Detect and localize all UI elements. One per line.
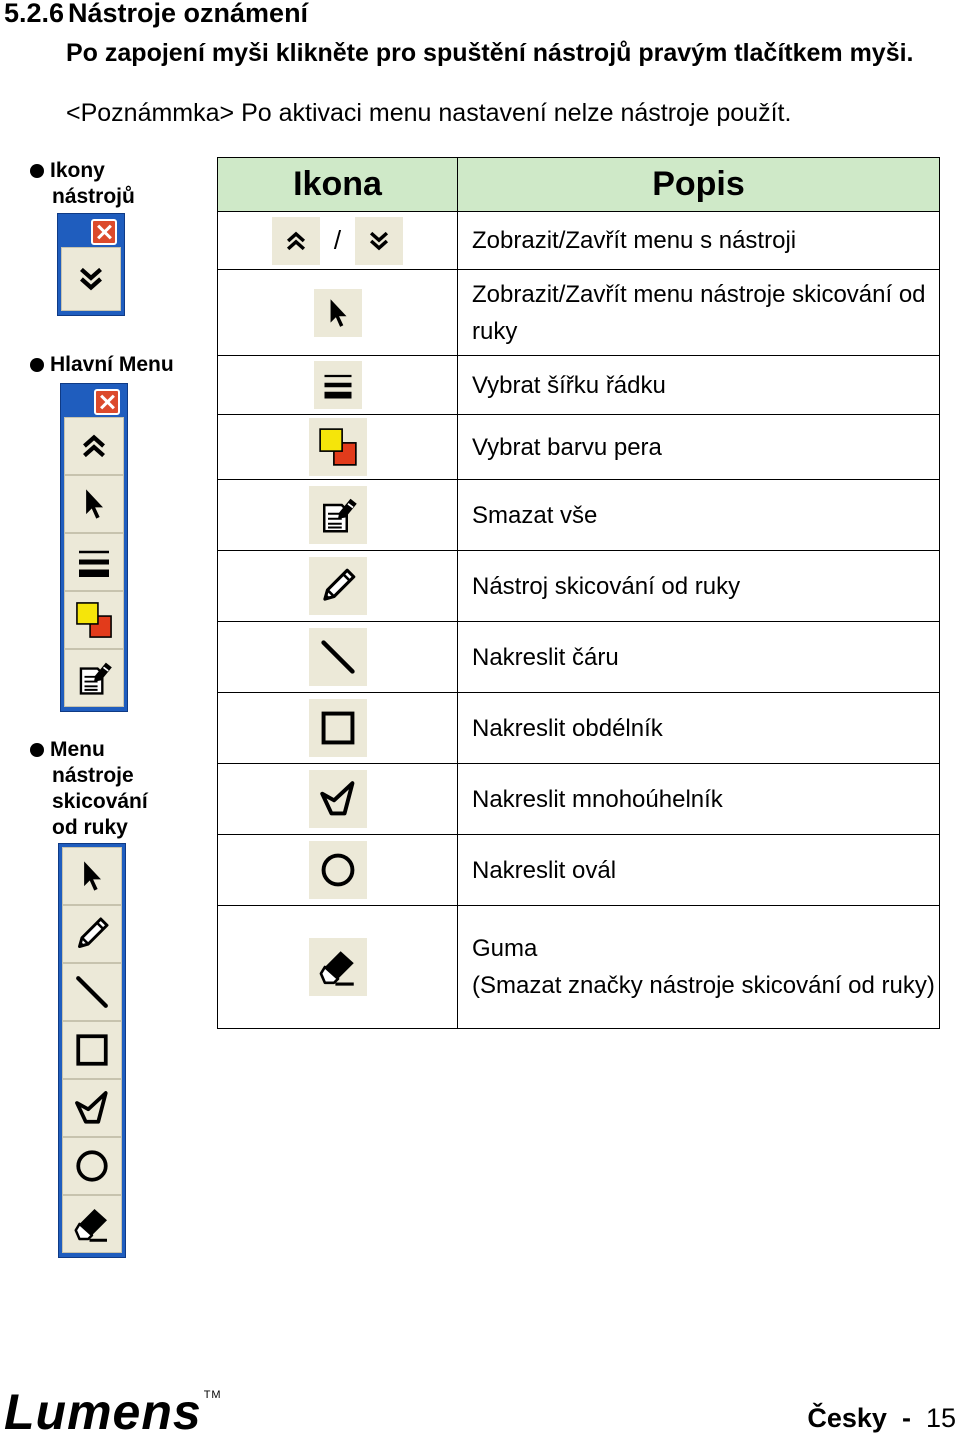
description-cell: Vybrat barvu pera bbox=[458, 415, 940, 480]
brand-logo bbox=[4, 1383, 222, 1438]
footer-language: Česky bbox=[807, 1403, 887, 1433]
description-cell: Nástroj skicování od ruky bbox=[458, 551, 940, 622]
description-line: Guma bbox=[472, 935, 538, 962]
bullet-label: nástrojů bbox=[52, 185, 135, 208]
bullet-tool-icons bbox=[50, 158, 135, 210]
icon-cell bbox=[218, 551, 458, 622]
bullet-label: skicování bbox=[52, 790, 148, 813]
table-row bbox=[218, 693, 940, 764]
bullet-label: Menu bbox=[50, 738, 105, 761]
close-icon bbox=[94, 389, 120, 415]
icon-cell bbox=[218, 270, 458, 356]
pen-color-icon bbox=[73, 599, 115, 641]
note-text: <Poznámmka> Po aktivaci menu nastavení nelze nástroje použít. bbox=[66, 99, 792, 127]
description-cell: Zobrazit/Zavřít menu nástroje skicování od ruky bbox=[458, 270, 940, 356]
line-icon bbox=[72, 972, 112, 1012]
icon-cell bbox=[218, 906, 458, 1029]
rectangle-icon bbox=[309, 699, 367, 757]
ellipse-icon bbox=[72, 1146, 112, 1186]
pen-color-icon bbox=[309, 418, 367, 476]
bullet-dot bbox=[30, 164, 44, 178]
ellipse-button[interactable] bbox=[62, 1137, 122, 1195]
table-row bbox=[218, 906, 940, 1029]
slash-separator: / bbox=[333, 225, 342, 255]
description-cell: Nakreslit obdélník bbox=[458, 693, 940, 764]
line-icon bbox=[309, 628, 367, 686]
line-width-button[interactable] bbox=[64, 533, 124, 591]
clear-all-button[interactable] bbox=[64, 649, 124, 707]
icon-cell bbox=[218, 356, 458, 415]
clear-all-icon bbox=[309, 486, 367, 544]
table-row bbox=[218, 415, 940, 480]
header-icon: Ikona bbox=[218, 158, 458, 212]
pen-color-button[interactable] bbox=[64, 591, 124, 649]
cursor-icon bbox=[74, 858, 110, 894]
icon-cell bbox=[218, 622, 458, 693]
polygon-button[interactable] bbox=[62, 1079, 122, 1137]
table-header-row bbox=[218, 158, 940, 212]
table-row bbox=[218, 622, 940, 693]
table-row bbox=[218, 212, 940, 270]
close-button[interactable] bbox=[61, 217, 121, 247]
freehand-toolbar bbox=[58, 843, 126, 1258]
trademark: TM bbox=[203, 1389, 222, 1401]
clear-all-icon bbox=[75, 659, 113, 697]
section-heading bbox=[4, 0, 308, 29]
expand-toolbar-button[interactable] bbox=[61, 247, 121, 311]
main-menu-toolbar bbox=[60, 383, 128, 712]
page-footer bbox=[807, 1403, 956, 1434]
header-description: Popis bbox=[458, 158, 940, 212]
footer-separator: - bbox=[901, 1403, 911, 1433]
tool-icons-toolbar bbox=[57, 213, 125, 316]
cursor-icon bbox=[314, 289, 362, 337]
description-cell: Zobrazit/Zavřít menu s nástroji bbox=[458, 212, 940, 270]
description-cell: Nakreslit čáru bbox=[458, 622, 940, 693]
rectangle-button[interactable] bbox=[62, 1021, 122, 1079]
chevron-double-down-icon bbox=[74, 262, 108, 296]
line-button[interactable] bbox=[62, 963, 122, 1021]
pencil-icon bbox=[309, 557, 367, 615]
table-row bbox=[218, 551, 940, 622]
table-row bbox=[218, 270, 940, 356]
line-width-icon bbox=[74, 542, 114, 582]
eraser-icon bbox=[309, 938, 367, 996]
eraser-icon bbox=[72, 1204, 112, 1244]
chevron-double-up-icon bbox=[77, 429, 111, 463]
section-number: 5.2.6 bbox=[4, 0, 65, 28]
bullet-label: od ruky bbox=[52, 816, 128, 839]
pencil-icon bbox=[72, 914, 112, 954]
polygon-icon bbox=[309, 770, 367, 828]
intro-text: Po zapojení myši klikněte pro spuštění nástrojů pravým tlačítkem myši. bbox=[66, 39, 914, 67]
section-title: Nástroje oznámení bbox=[68, 0, 309, 28]
chevron-double-up-icon bbox=[272, 217, 320, 265]
tools-table bbox=[217, 157, 940, 1029]
description-cell bbox=[458, 906, 940, 1029]
pencil-button[interactable] bbox=[62, 905, 122, 963]
table-row bbox=[218, 835, 940, 906]
close-icon bbox=[91, 219, 117, 245]
bullet-dot bbox=[30, 743, 44, 757]
table-row bbox=[218, 764, 940, 835]
description-cell: Nakreslit ovál bbox=[458, 835, 940, 906]
icon-cell bbox=[218, 212, 458, 270]
icon-cell bbox=[218, 835, 458, 906]
chevron-double-down-icon bbox=[355, 217, 403, 265]
brand-name: Lumens bbox=[4, 1384, 202, 1438]
description-cell: Smazat vše bbox=[458, 480, 940, 551]
line-width-icon bbox=[314, 361, 362, 409]
cursor-button[interactable] bbox=[64, 475, 124, 533]
bullet-label: Ikony bbox=[50, 159, 105, 182]
icon-cell bbox=[218, 415, 458, 480]
icon-cell bbox=[218, 764, 458, 835]
description-line: (Smazat značky nástroje skicování od ruky) bbox=[472, 972, 935, 999]
ellipse-icon bbox=[309, 841, 367, 899]
rectangle-icon bbox=[72, 1030, 112, 1070]
collapse-toolbar-button[interactable] bbox=[64, 417, 124, 475]
eraser-button[interactable] bbox=[62, 1195, 122, 1253]
table-row bbox=[218, 356, 940, 415]
polygon-icon bbox=[72, 1088, 112, 1128]
icon-cell bbox=[218, 480, 458, 551]
close-button[interactable] bbox=[64, 387, 124, 417]
bullet-label: nástroje bbox=[52, 764, 134, 787]
page-number: 15 bbox=[925, 1403, 956, 1433]
bullet-label: Hlavní Menu bbox=[50, 353, 174, 376]
table-row bbox=[218, 480, 940, 551]
cursor-icon bbox=[76, 486, 112, 522]
bullet-freehand-menu bbox=[50, 737, 148, 841]
bullet-main-menu bbox=[50, 352, 174, 378]
description-cell: Vybrat šířku řádku bbox=[458, 356, 940, 415]
description-cell: Nakreslit mnohoúhelník bbox=[458, 764, 940, 835]
icon-cell bbox=[218, 693, 458, 764]
cursor-button[interactable] bbox=[62, 847, 122, 905]
bullet-dot bbox=[30, 358, 44, 372]
